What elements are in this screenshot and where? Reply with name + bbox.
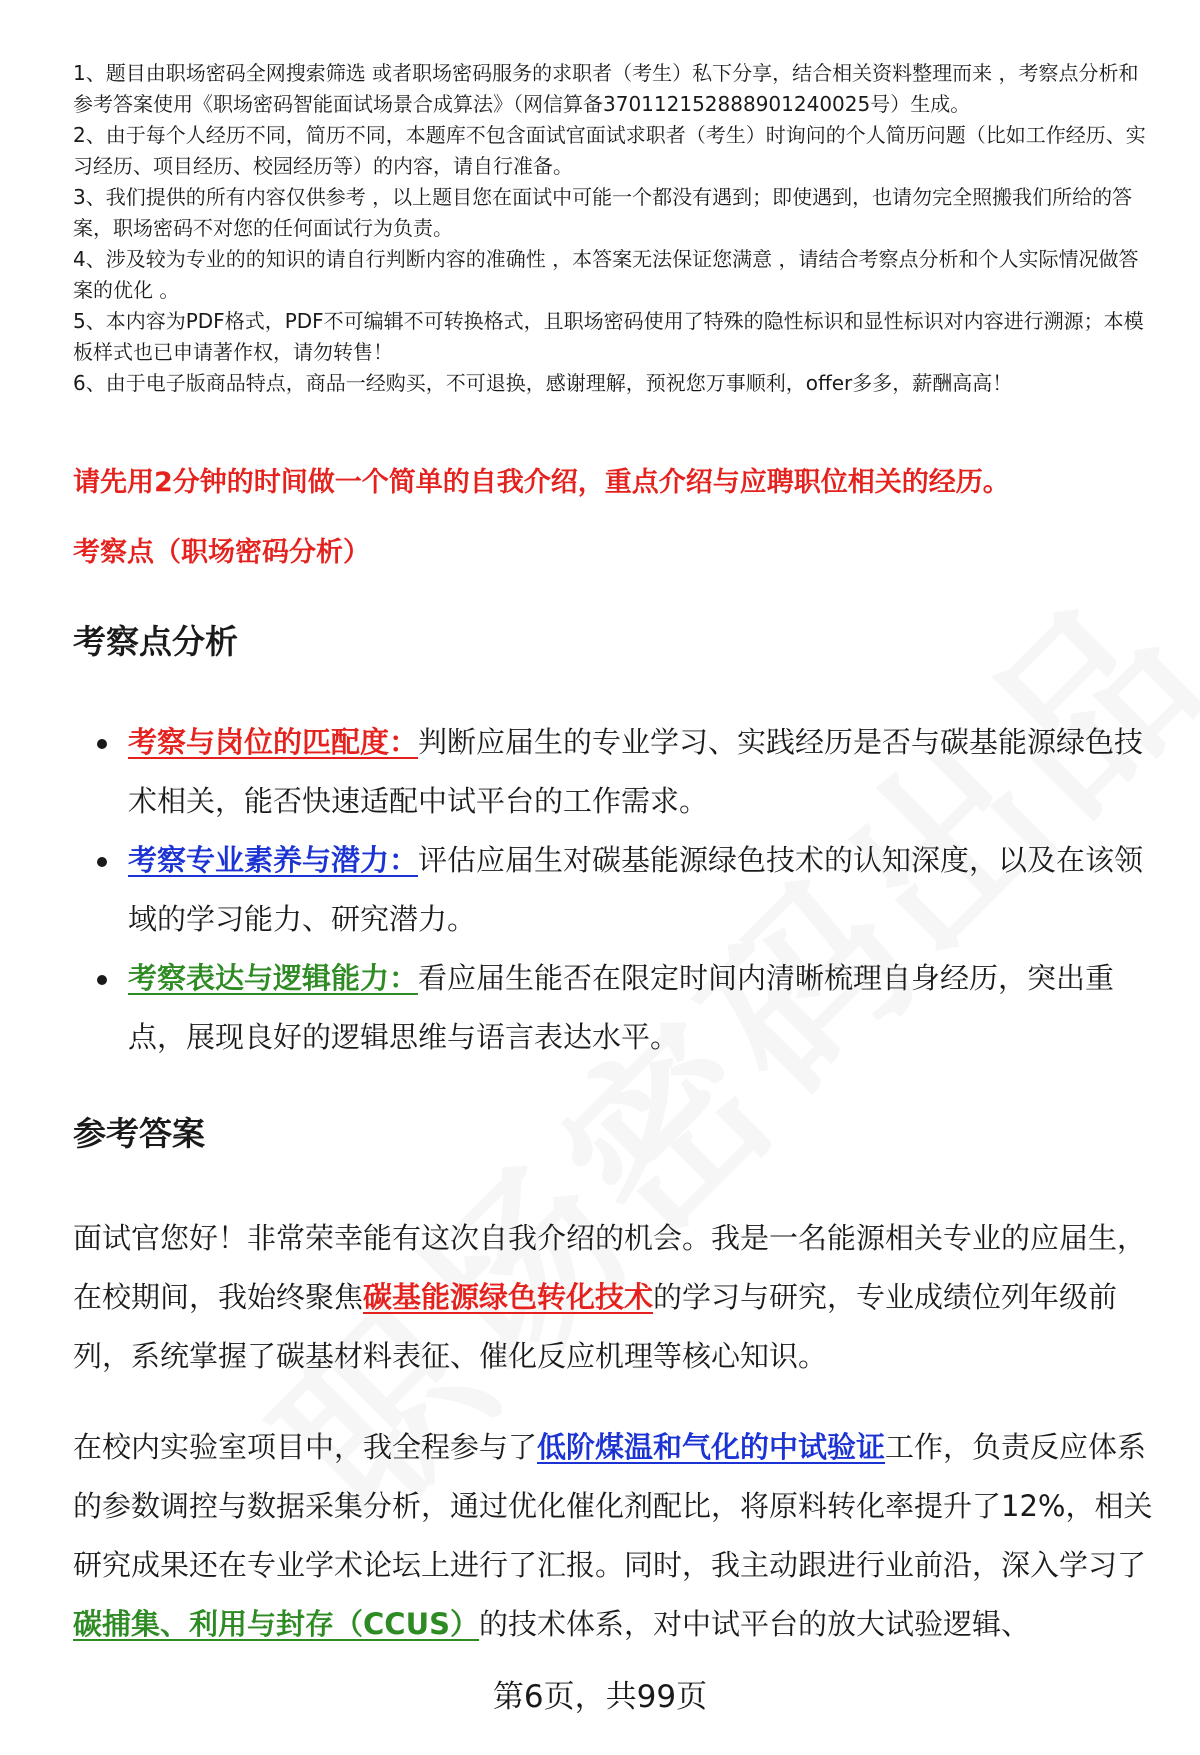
disclaimer bbox=[73, 58, 1158, 399]
disclaimer-item: 3、我们提供的所有内容仅供参考 ，以上题目您在面试中可能一个都没有遇到；即使遇到，也请勿完全照搬我们所给的答案，职场密码不对您的任何面试行为负责。 bbox=[73, 185, 1133, 240]
bullet-dot-icon bbox=[97, 739, 107, 749]
disclaimer-item: 6、由于电子版商品特点，商品一经购买，不可退换，感谢理解，预祝您万事顺利，offer多多，薪酬高高！ bbox=[73, 371, 1013, 395]
answer-highlight: 低阶煤温和气化的中试验证 bbox=[537, 1430, 886, 1464]
answer-highlight: 碳基能源绿色转化技术 bbox=[363, 1280, 654, 1314]
analysis-item-label: 考察表达与逻辑能力： bbox=[128, 961, 419, 995]
disclaimer-item: 4、涉及较为专业的的知识的请自行判断内容的准确性 ，本答案无法保证您满意 ，请结合考察点分析和个人实际情况做答案的优化 。 bbox=[73, 247, 1139, 302]
analysis-item bbox=[73, 949, 1158, 1067]
answer-text: 在校内实验室项目中，我全程参与了 bbox=[73, 1430, 538, 1464]
answer-text: 的学习与研究，专业成绩位列年级前列，系统掌握了碳基材料表征、催化反应机理等核心知识。 bbox=[73, 1280, 1118, 1373]
answer-paragraph bbox=[73, 1418, 1158, 1654]
assessment-point-label: 考察点（职场密码分析） bbox=[73, 537, 370, 568]
answer-text: 工作，负责反应体系的参数调控与数据采集分析，通过优化催化剂配比，将原料转化率提升了12%，相关研究成果还在专业学术论坛上进行了汇报。同时，我主动跟进行业前沿，深入学习了 bbox=[73, 1430, 1153, 1582]
answer-text: 面试官您好！非常荣幸能有这次自我介绍的机会。我是一名能源相关专业的应届生，在校期间，我始终聚焦 bbox=[73, 1221, 1147, 1314]
analysis-item bbox=[73, 713, 1158, 831]
interview-question: 请先用2分钟的时间做一个简单的自我介绍，重点介绍与应聘职位相关的经历。 bbox=[73, 467, 1010, 498]
disclaimer-item: 1、题目由职场密码全网搜索筛选 或者职场密码服务的求职者（考生）私下分享，结合相关资料整理而来 ，考察点分析和参考答案使用《职场密码智能面试场景合成算法》（网信算备370112152888901240025号）生成。 bbox=[73, 61, 1139, 116]
analysis-item-text: 判断应届生的专业学习、实践经历是否与碳基能源绿色技术相关，能否快速适配中试平台的工作需求。 bbox=[128, 725, 1144, 818]
answer-text: 的技术体系，对中试平台的放大试验逻辑、 bbox=[479, 1607, 1031, 1641]
analysis-item-text: 看应届生能否在限定时间内清晰梳理自身经历，突出重点，展现良好的逻辑思维与语言表达水平。 bbox=[128, 961, 1115, 1054]
disclaimer-item: 2、由于每个人经历不同，简历不同，本题库不包含面试官面试求职者（考生）时询问的个人简历问题（比如工作经历、实习经历、项目经历、校园经历等）的内容，请自行准备。 bbox=[73, 123, 1146, 178]
page-number: 第6页，共99页 bbox=[492, 1679, 708, 1715]
bullet-dot-icon bbox=[97, 857, 107, 867]
disclaimer-item: 5、本内容为PDF格式，PDF不可编辑不可转换格式，且职场密码使用了特殊的隐性标识和显性标识对内容进行溯源；本模板样式也已申请著作权，请勿转售！ bbox=[73, 309, 1144, 364]
analysis-heading: 考察点分析 bbox=[73, 622, 238, 661]
analysis-item-text: 评估应届生对碳基能源绿色技术的认知深度，以及在该领域的学习能力、研究潜力。 bbox=[128, 843, 1144, 936]
analysis-item-label: 考察与岗位的匹配度： bbox=[128, 725, 419, 759]
answer-paragraph bbox=[73, 1209, 1158, 1386]
analysis-list bbox=[73, 713, 1158, 1067]
analysis-item bbox=[73, 831, 1158, 949]
answer-heading: 参考答案 bbox=[73, 1114, 205, 1153]
bullet-dot-icon bbox=[97, 975, 107, 985]
answer-highlight: 碳捕集、利用与封存（CCUS） bbox=[73, 1607, 480, 1641]
analysis-item-label: 考察专业素养与潜力： bbox=[128, 843, 419, 877]
